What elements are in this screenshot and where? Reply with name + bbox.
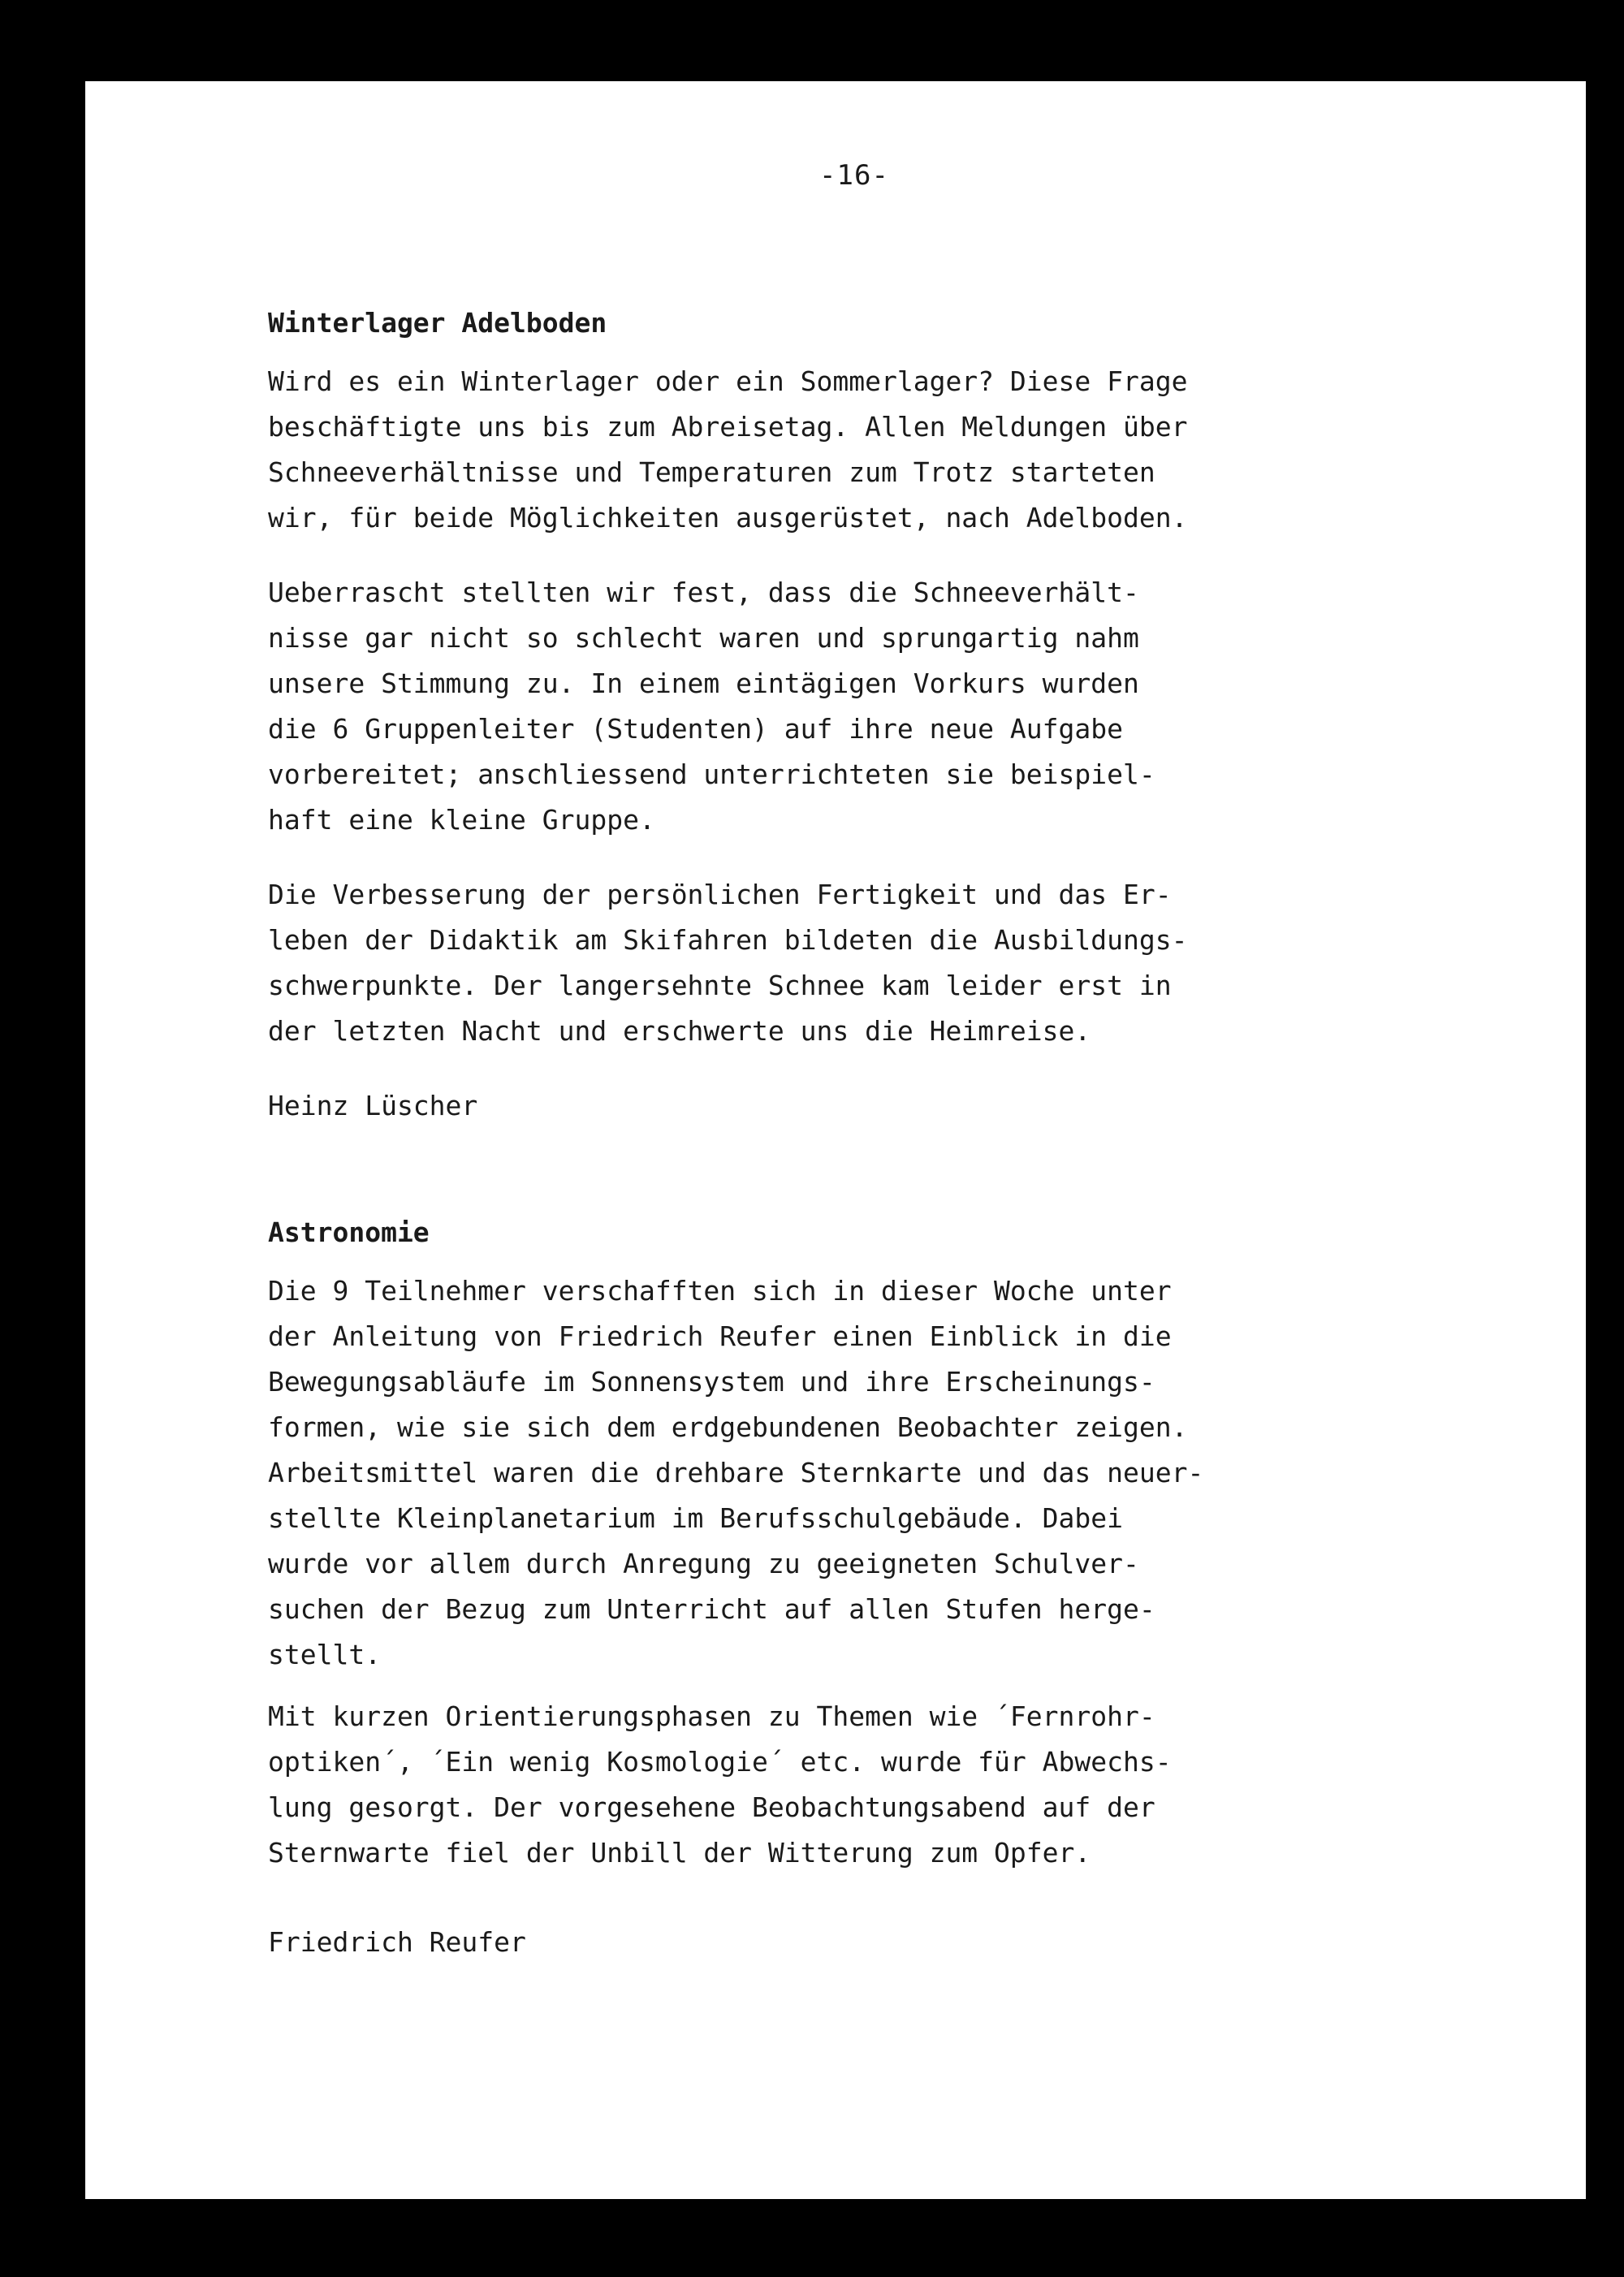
section-heading: Astronomie (268, 1216, 430, 1248)
section-astronomie (268, 1210, 1518, 1965)
author-signature: Heinz Lüscher (268, 1090, 478, 1121)
section-heading: Winterlager Adelboden (268, 307, 607, 339)
paragraph: Wird es ein Winterlager oder ein Sommerlager? Diese Frage beschäftigte uns bis zum Abreisetag. Allen Meldungen über Schneeverhältnisse und Temperaturen zum Trotz starteten wir, für beide Möglichkeiten ausgerüstet, nach Adelboden. (268, 365, 1188, 534)
document-page (85, 81, 1586, 2199)
page-number: -16- (819, 159, 889, 192)
section-winterlager (268, 300, 1518, 1129)
paragraph: Ueberrascht stellten wir fest, dass die Schneeverhält- nisse gar nicht so schlecht waren und sprungartig nahm unsere Stimmung zu. In einem eintägigen Vorkurs wurden die 6 Gruppenleiter (Studenten) auf ihre neue Aufgabe vorbereitet; anschliessend unterrichteten sie beispiel- haft eine kleine Gruppe. (268, 577, 1155, 836)
paragraph: Mit kurzen Orientierungsphasen zu Themen wie ´Fernrohr- optiken´, ´Ein wenig Kosmologie´ etc. wurde für Abwechs- lung gesorgt. Der vorgesehene Beobachtungsabend auf der Sternwarte fiel der Unbill der Witterung zum Opfer. (268, 1700, 1172, 1869)
author-signature: Friedrich Reufer (268, 1926, 526, 1958)
paragraph: Die Verbesserung der persönlichen Fertigkeit und das Er- leben der Didaktik am Skifahren bildeten die Ausbildungs- schwerpunkte. Der langersehnte Schnee kam leider erst in der letzten Nacht und erschwerte uns die Heimreise. (268, 879, 1188, 1047)
paragraph: Die 9 Teilnehmer verschafften sich in dieser Woche unter der Anleitung von Friedrich Reufer einen Einblick in die Bewegungsabläufe im Sonnensystem und ihre Erscheinungs- formen, wie sie sich dem erdgebundenen Beobachter zeigen. Arbeitsmittel waren die drehbare Sternkarte und das neuer- stellte Kleinplanetarium im Berufsschulgebäude. Dabei wurde vor allem durch Anregung zu geeigneten Schulver- suchen der Bezug zum Unterricht auf allen Stufen herge- stellt. (268, 1275, 1204, 1670)
